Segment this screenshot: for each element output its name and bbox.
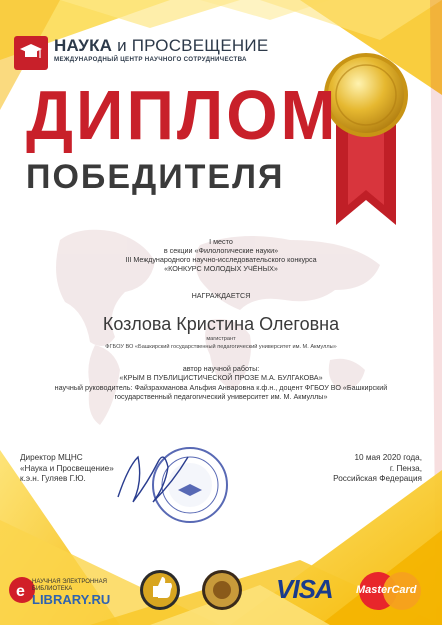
elibrary-big: LIBRARY.RU (32, 592, 111, 607)
date-location-block (300, 453, 422, 485)
graduation-cap-icon (14, 36, 48, 70)
issue-city: г. Пенза, (389, 463, 422, 473)
recipient-affiliation: ФГБОУ ВО «Башкирский государственный педагогический университет им. М. Акмуллы» (105, 344, 337, 350)
director-signature-block (20, 453, 114, 485)
award-place: I место (209, 237, 233, 246)
visa-logo: VISA (276, 574, 333, 604)
svg-text:e: e (16, 583, 25, 600)
issue-country: Российская Федерация (333, 474, 422, 483)
brand-name (54, 36, 268, 56)
award-badge-icon (202, 570, 242, 610)
thumbs-up-icon (140, 570, 180, 610)
brand-name-bold: НАУКА (54, 36, 113, 55)
brand-name-rest: и ПРОСВЕЩЕНИЕ (117, 36, 269, 55)
supervisor-line-1: научный руководитель: Файзрахманова Альфия Анваровна к.ф.н., доцент ФГБОУ ВО «Башкирский (54, 383, 388, 392)
work-label: автор научной работы: (182, 364, 260, 373)
director-name: к.э.н. Гуляев Г.Ю. (20, 474, 86, 483)
elibrary-small-2: БИБЛИОТЕКА (32, 586, 73, 592)
director-title: Директор МЦНС (20, 453, 83, 462)
director-org: «Наука и Просвещение» (20, 463, 114, 473)
award-contest: III Международного научно-исследовательского конкурса (125, 255, 317, 264)
award-contest-name: «КОНКУРС МОЛОДЫХ УЧЁНЫХ» (164, 264, 278, 273)
round-stamp-icon (153, 448, 227, 522)
mastercard-logo: MasterCard (356, 584, 417, 596)
issue-date: 10 мая 2020 года, (354, 453, 422, 462)
brand-subtitle: МЕЖДУНАРОДНЫЙ ЦЕНТР НАУЧНОГО СОТРУДНИЧЕСТВА (54, 56, 247, 63)
recipient-role: магистрант (206, 336, 236, 342)
recipient-name: Козлова Кристина Олеговна (102, 314, 340, 334)
elibrary-small-1: НАУЧНАЯ ЭЛЕКТРОННАЯ (32, 579, 107, 585)
supervisor-line-2: государственный педагогический университет им. М. Акмуллы» (114, 392, 328, 401)
award-block (0, 237, 442, 273)
award-section: в секции «Филологические науки» (163, 246, 279, 255)
elibrary-text (32, 579, 110, 607)
diploma-subtitle: ПОБЕДИТЕЛЯ (26, 158, 285, 196)
work-title: «КРЫМ В ПУБЛИЦИСТИЧЕСКОЙ ПРОЗЕ М.А. БУЛГАКОВА» (119, 373, 323, 382)
diploma-title: ДИПЛОМ (26, 75, 339, 154)
awarded-label: НАГРАЖДАЕТСЯ (191, 291, 251, 300)
